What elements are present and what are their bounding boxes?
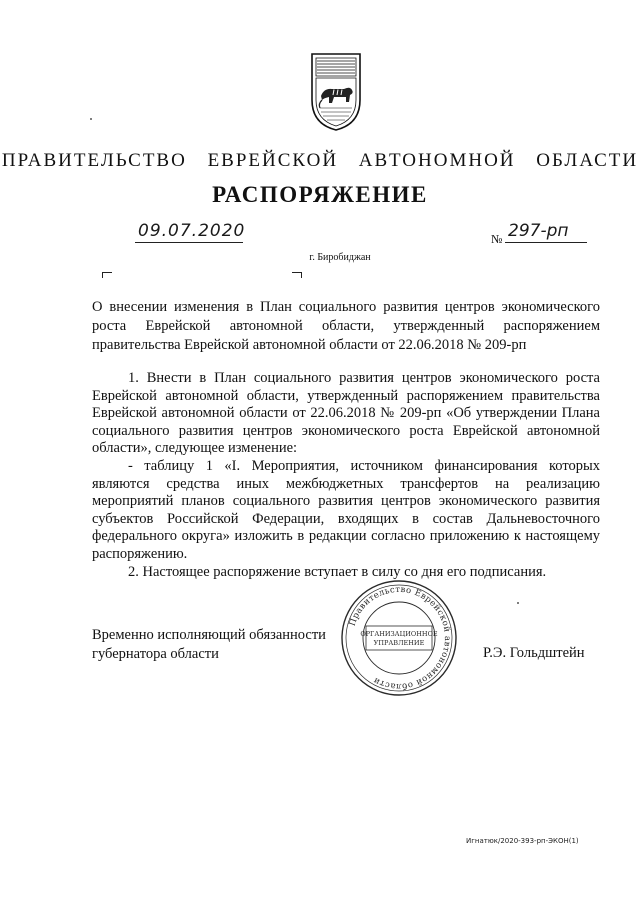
signatory-position <box>92 626 326 664</box>
body-paragraph-1: 1. Внести в План социального развития центров экономического роста Еврейской автономной области, утвержденный распоряжением правительства Еврейской автономной области от 22.06.2018 № 209-рп «Об утверждении Плана социального развития центров экономического роста Еврейской автономной области», следующее изменение: <box>92 370 600 457</box>
scan-speck <box>517 602 519 604</box>
scan-speck <box>90 118 92 120</box>
footer-document-code: Игнатюк/2020-393-рп-ЭКОН(1) <box>466 837 579 845</box>
body-paragraph-2: - таблицу 1 «I. Мероприятия, источником финансирования которых являются средства иных межбюджетных трансфертов на реализацию мероприятий планов социального развития центров экономического развития субъектов Российской Федерации, входящих в состав Дальневосточного федерального округа» изложить в редакции согласно приложению к настоящему распоряжению. <box>92 457 600 562</box>
stamp-center-line-2: УПРАВЛЕНИЕ <box>373 639 425 647</box>
document-number: 297-рп <box>508 221 569 241</box>
coat-of-arms-emblem <box>304 50 368 134</box>
subject-corner-right <box>292 272 302 278</box>
signatory-name: Р.Э. Гольдштейн <box>483 645 585 661</box>
document-type-title: РАСПОРЯЖЕНИЕ <box>212 182 428 207</box>
subject-corner-left <box>102 272 112 278</box>
signatory-position-line-2: губернатора области <box>92 646 219 662</box>
stamp-ring-text: Правительство Еврейской автономной области <box>347 584 453 692</box>
number-sign: № <box>491 232 503 246</box>
stamp-center-line-1: ОРГАНИЗАЦИОННОЕ <box>360 630 438 638</box>
city-name: г. Биробиджан <box>309 252 371 263</box>
document-subject: О внесении изменения в План социального развития центров экономического роста Еврейской автономной области, утвержденный распоряжением правительства Еврейской автономной области от 22.06.2018 № 209-рп <box>92 299 600 353</box>
official-stamp <box>339 578 459 698</box>
government-title: ПРАВИТЕЛЬСТВО ЕВРЕЙСКОЙ АВТОНОМНОЙ ОБЛАСТИ <box>1 150 639 171</box>
document-date: 09.07.2020 <box>138 221 246 241</box>
signatory-position-line-1: Временно исполняющий обязанности <box>92 627 326 643</box>
body-paragraph-3: 2. Настоящее распоряжение вступает в силу со дня его подписания. <box>128 563 547 580</box>
document-body <box>92 370 600 581</box>
